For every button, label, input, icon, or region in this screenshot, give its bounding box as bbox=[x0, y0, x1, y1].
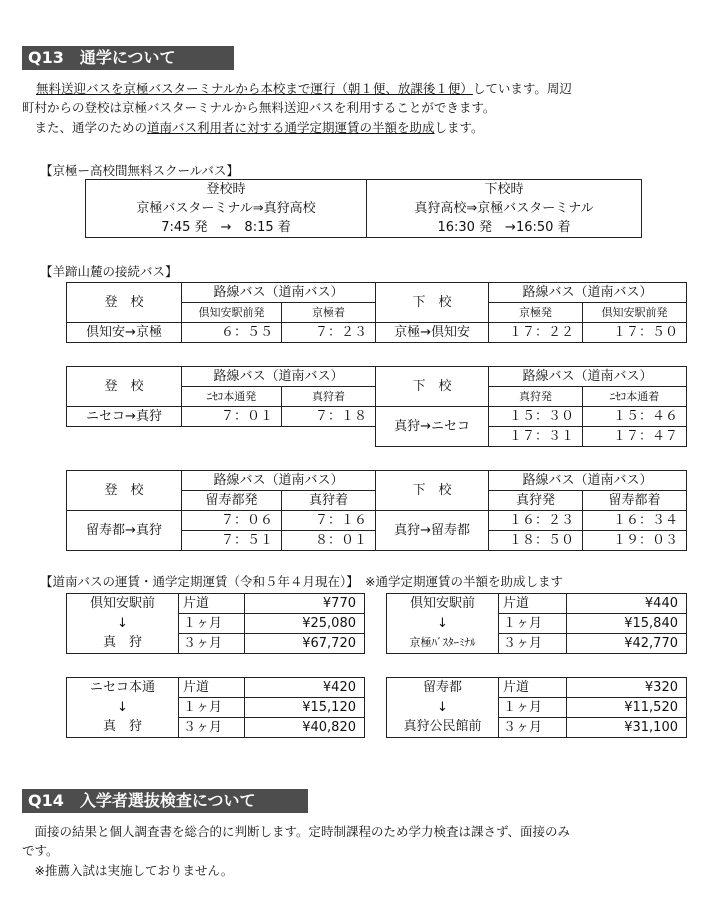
q13-underlined-text: 無料送迎バスを京極バスターミナルから本校まで運行（朝１便、放課後１便） bbox=[36, 81, 473, 96]
school-bus-back-route: 真狩高校⇒京極バスターミナル bbox=[367, 199, 642, 218]
back-arrival-time: １６：３４ bbox=[583, 511, 687, 531]
back-route: 真狩→留寿都 bbox=[376, 511, 489, 551]
q14-paragraph-2: です。 bbox=[22, 843, 59, 858]
go-arrival-time: ７：２３ bbox=[282, 323, 376, 343]
back-departure-header: 真狩発 bbox=[489, 491, 583, 511]
fare-oneway-label: 片道 bbox=[499, 678, 567, 698]
q14-paragraph-3: ※推薦入試は実施しておりません。 bbox=[22, 863, 234, 878]
fare-table-kutchan-kyogoku bbox=[386, 593, 687, 654]
route-bus-header: 路線バス（道南バス） bbox=[489, 471, 687, 491]
go-departure-time: ７：０６ bbox=[182, 511, 282, 531]
school-bus-go-time: 7:45 発 → 8:15 着 bbox=[86, 218, 367, 238]
fare-from: 倶知安駅前 bbox=[67, 594, 179, 614]
back-departure-header: 真狩発 bbox=[489, 387, 583, 407]
back-route: 真狩→ニセコ bbox=[376, 407, 489, 447]
fare-from: ニセコ本通 bbox=[67, 678, 179, 698]
go-route: 留寿都→真狩 bbox=[67, 511, 182, 551]
go-arrival-header: 京極着 bbox=[282, 303, 376, 323]
back-arrival-time: １９：０３ bbox=[583, 531, 687, 551]
fares-label: 【道南バスの運賃・通学定期運賃（令和５年４月現在）】 ※通学定期運賃の半額を助成します bbox=[40, 574, 563, 589]
school-bus-back-time: 16:30 発 →16:50 着 bbox=[367, 218, 642, 238]
go-departure-time: ７：０１ bbox=[182, 407, 282, 427]
q14-paragraph-1: 面接の結果と個人調査書を総合的に判断します。定時制課程のため学力検査は課さず、面接のみ bbox=[22, 824, 571, 839]
back-route: 京極→倶知安 bbox=[376, 323, 489, 343]
fare-3month-value: ¥31,100 bbox=[567, 718, 687, 738]
back-departure-time: １６：２３ bbox=[489, 511, 583, 531]
fare-to: 真 狩 bbox=[67, 634, 179, 654]
fare-1month-label: １ヶ月 bbox=[499, 698, 567, 718]
route-bus-header: 路線バス（道南バス） bbox=[182, 471, 376, 491]
back-departure-time: １５：３０ bbox=[489, 407, 583, 427]
q13-paragraph-3 bbox=[22, 118, 702, 137]
q13-underlined-text: 道南バス利用者に対する通学定期運賃の半額を助成 bbox=[147, 120, 435, 135]
route-bus-header: 路線バス（道南バス） bbox=[182, 283, 376, 303]
back-arrival-header: 倶知安駅前発 bbox=[583, 303, 687, 323]
back-arrival-time: １７：４７ bbox=[583, 427, 687, 447]
fare-from: 留寿都 bbox=[387, 678, 499, 698]
go-arrival-time: ８：０１ bbox=[282, 531, 376, 551]
back-arrival-header: 留寿都着 bbox=[583, 491, 687, 511]
back-departure-header: 京極発 bbox=[489, 303, 583, 323]
back-departure-time: １７：３１ bbox=[489, 427, 583, 447]
q13-text: また、通学のための bbox=[22, 120, 148, 135]
arrow-down-icon: ↓ bbox=[67, 698, 179, 718]
fare-3month-value: ¥67,720 bbox=[245, 634, 365, 654]
fare-oneway-value: ¥420 bbox=[245, 678, 365, 698]
fare-1month-value: ¥15,840 bbox=[567, 614, 687, 634]
fare-table-niseko-makkari bbox=[66, 677, 365, 738]
go-departure-time: ６：５５ bbox=[182, 323, 282, 343]
connect-table-rusutsu bbox=[66, 470, 687, 551]
fare-oneway-label: 片道 bbox=[179, 678, 245, 698]
go-arrival-time: ７：１６ bbox=[282, 511, 376, 531]
back-departure-time: １８：５０ bbox=[489, 531, 583, 551]
fare-1month-value: ¥11,520 bbox=[567, 698, 687, 718]
route-bus-header: 路線バス（道南バス） bbox=[489, 283, 687, 303]
arrow-down-icon: ↓ bbox=[67, 614, 179, 634]
fare-oneway-label: 片道 bbox=[499, 594, 567, 614]
go-arrival-time: ７：１８ bbox=[282, 407, 376, 427]
q13-paragraph-2: 町村からの登校は京極バスターミナルから無料送迎バスを利用することができます。 bbox=[22, 100, 496, 115]
go-route: 倶知安→京極 bbox=[67, 323, 182, 343]
empty-cell bbox=[67, 427, 182, 447]
fare-oneway-value: ¥770 bbox=[245, 594, 365, 614]
fare-from: 倶知安駅前 bbox=[387, 594, 499, 614]
connect-table-niseko bbox=[66, 366, 687, 447]
fare-table-rusutsu-makkari bbox=[386, 677, 687, 738]
go-departure-header: 倶知安駅前発 bbox=[182, 303, 282, 323]
arrow-down-icon: ↓ bbox=[387, 698, 499, 718]
back-departure-time: １７：２２ bbox=[489, 323, 583, 343]
connect-bus-label: 【羊蹄山麓の接続バス】 bbox=[40, 264, 178, 279]
empty-cell bbox=[282, 427, 376, 447]
fare-3month-value: ¥42,770 bbox=[567, 634, 687, 654]
back-arrival-header: ﾆｾｺ本通着 bbox=[583, 387, 687, 407]
q13-text: しています。周辺 bbox=[472, 81, 572, 96]
fare-1month-label: １ヶ月 bbox=[179, 698, 245, 718]
route-bus-header: 路線バス（道南バス） bbox=[182, 367, 376, 387]
fare-to: 真狩公民館前 bbox=[387, 718, 499, 738]
q13-paragraph-1 bbox=[22, 79, 702, 98]
back-header: 下 校 bbox=[376, 471, 489, 511]
arrow-down-icon: ↓ bbox=[387, 614, 499, 634]
back-header: 下 校 bbox=[376, 367, 489, 407]
fare-3month-label: ３ヶ月 bbox=[179, 718, 245, 738]
go-departure-time: ７：５１ bbox=[182, 531, 282, 551]
fare-table-kutchan-makkari bbox=[66, 593, 365, 654]
fare-1month-value: ¥25,080 bbox=[245, 614, 365, 634]
connect-table-kutchan bbox=[66, 282, 687, 343]
fare-oneway-value: ¥320 bbox=[567, 678, 687, 698]
q13-text: します。 bbox=[434, 120, 484, 135]
school-bus-label: 【京極ー高校間無料スクールバス】 bbox=[40, 163, 239, 178]
fare-3month-label: ３ヶ月 bbox=[499, 718, 567, 738]
section-heading-q13: Q13 通学について bbox=[22, 46, 234, 70]
fare-1month-label: １ヶ月 bbox=[179, 614, 245, 634]
fare-oneway-value: ¥440 bbox=[567, 594, 687, 614]
fare-1month-value: ¥15,120 bbox=[245, 698, 365, 718]
school-bus-go-route: 京極バスターミナル⇒真狩高校 bbox=[86, 199, 367, 218]
fare-3month-label: ３ヶ月 bbox=[499, 634, 567, 654]
back-header: 下 校 bbox=[376, 283, 489, 323]
back-arrival-time: １７：５０ bbox=[583, 323, 687, 343]
go-route: ニセコ→真狩 bbox=[67, 407, 182, 427]
fare-3month-label: ３ヶ月 bbox=[179, 634, 245, 654]
go-arrival-header: 真狩着 bbox=[282, 491, 376, 511]
school-bus-back-title: 下校時 bbox=[367, 180, 642, 200]
go-header: 登 校 bbox=[67, 367, 182, 407]
go-departure-header: ﾆｾｺ本通発 bbox=[182, 387, 282, 407]
go-arrival-header: 真狩着 bbox=[282, 387, 376, 407]
section-heading-q14: Q14 入学者選抜検査について bbox=[22, 789, 308, 813]
route-bus-header: 路線バス（道南バス） bbox=[489, 367, 687, 387]
fare-1month-label: １ヶ月 bbox=[499, 614, 567, 634]
back-arrival-time: １５：４６ bbox=[583, 407, 687, 427]
go-header: 登 校 bbox=[67, 283, 182, 323]
go-departure-header: 留寿都発 bbox=[182, 491, 282, 511]
school-bus-table bbox=[85, 179, 642, 238]
fare-to: 真 狩 bbox=[67, 718, 179, 738]
fare-to: 京極ﾊﾞｽﾀｰﾐﾅﾙ bbox=[387, 634, 499, 654]
empty-cell bbox=[182, 427, 282, 447]
school-bus-go-title: 登校時 bbox=[86, 180, 367, 200]
fare-3month-value: ¥40,820 bbox=[245, 718, 365, 738]
go-header: 登 校 bbox=[67, 471, 182, 511]
fare-oneway-label: 片道 bbox=[179, 594, 245, 614]
